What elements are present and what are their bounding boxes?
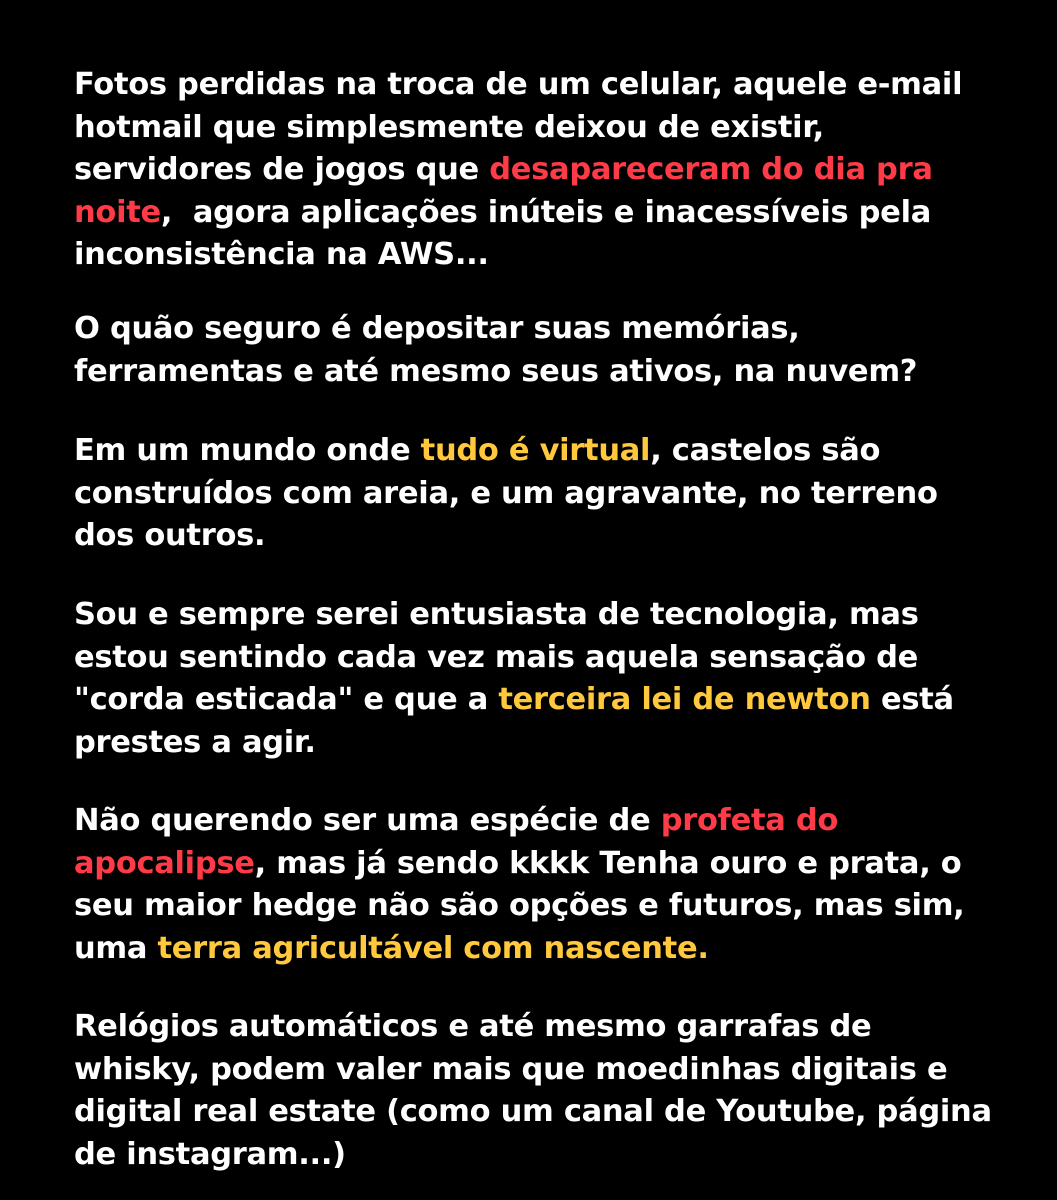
highlight-red-text: profeta do [660, 803, 839, 838]
text-line [74, 594, 1034, 637]
text-line [74, 1091, 1034, 1134]
paragraph-hedge [74, 800, 1034, 970]
paragraph-cloud-safety [74, 308, 1034, 393]
text-line [74, 192, 1034, 235]
text-line [74, 1049, 1034, 1092]
text-run: , castelos são [650, 433, 881, 468]
text-run: , mas já sendo kkkk Tenha ouro e prata, o [254, 845, 962, 881]
text-run: whisky, podem valer mais que moedinhas digitais e [74, 1051, 948, 1087]
text-line [74, 885, 1034, 928]
text-line [74, 308, 1034, 351]
paragraph-real-assets [74, 1006, 1034, 1176]
text-run: construídos com areia, e um agravante, no terreno [74, 475, 938, 511]
text-run: ferramentas e até mesmo seus ativos, na nuvem? [74, 353, 918, 389]
text-run: Relógios automáticos e até mesmo garrafas de [74, 1009, 872, 1044]
text-run: "corda esticada" e que a [74, 682, 499, 717]
text-line [74, 1134, 1034, 1177]
text-run: Fotos perdidas na troca de um celular, aquele e-mail [74, 67, 963, 102]
text-run: uma [74, 930, 158, 966]
text-run: estou sentindo cada vez mais aquela sensação de [74, 639, 919, 675]
text-run: digital real estate (como um canal de Youtube, página [74, 1094, 992, 1129]
highlight-red-text: desapareceram do dia pra [489, 152, 933, 187]
text-line [74, 64, 1034, 107]
text-run: hotmail que simplesmente deixou de existir, [74, 109, 824, 145]
text-line [74, 515, 1034, 558]
paragraph-tech-enthusiast [74, 594, 1034, 764]
text-line [74, 800, 1034, 843]
text-run: Em um mundo onde [74, 433, 421, 468]
text-run: , agora aplicações inúteis e inacessíveis pela [160, 194, 932, 230]
text-line [74, 843, 1034, 886]
text-run: está [870, 682, 954, 717]
text-line [74, 234, 1034, 277]
text-run: de instagram...) [74, 1136, 346, 1172]
text-run: inconsistência na AWS... [74, 237, 489, 272]
text-run: prestes a agir. [74, 724, 316, 760]
text-line [74, 473, 1034, 516]
text-line [74, 637, 1034, 680]
text-line [74, 679, 1034, 722]
text-run: seu maior hedge não são opções e futuros, mas sim, [74, 888, 965, 923]
highlight-red-text: noite [74, 194, 161, 230]
paragraph-virtual-world [74, 430, 1034, 558]
text-run: servidores de jogos que [74, 152, 490, 187]
highlight-yellow-text: tudo é virtual [420, 433, 651, 468]
text-run: Não querendo ser uma espécie de [74, 803, 661, 838]
highlight-yellow-text: terceira lei de newton [498, 682, 871, 717]
text-line [74, 1006, 1034, 1049]
text-run: O quão seguro é depositar suas memórias, [74, 311, 800, 346]
highlight-yellow-text: terra agricultável com nascente. [157, 930, 709, 966]
text-line [74, 430, 1034, 473]
paragraph-lost-data [74, 64, 1034, 277]
highlight-red-text: apocalipse [74, 845, 255, 881]
text-run: dos outros. [74, 518, 266, 553]
text-line [74, 722, 1034, 765]
text-line [74, 149, 1034, 192]
text-line [74, 928, 1034, 971]
text-line [74, 351, 1034, 394]
text-line [74, 107, 1034, 150]
text-run: Sou e sempre serei entusiasta de tecnologia, mas [74, 597, 919, 632]
